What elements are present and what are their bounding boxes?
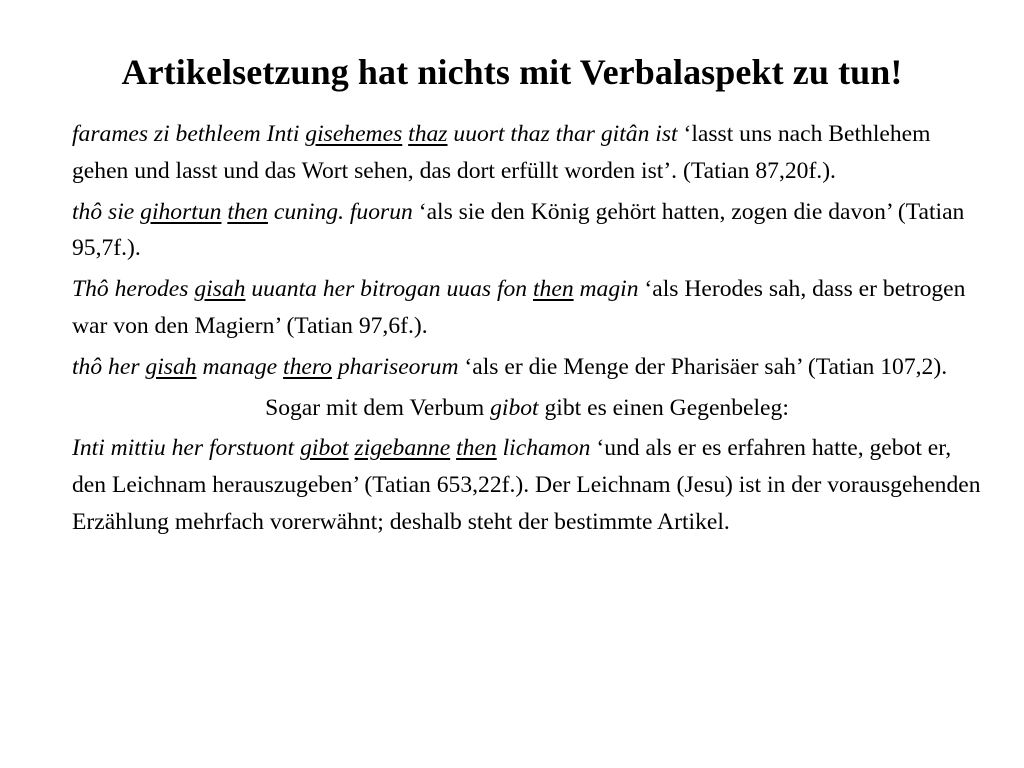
underlined-ohg-word: zigebanne: [354, 435, 451, 462]
ohg-text: cuning. fuorun: [267, 198, 413, 225]
slide-title: Artikelsetzung hat nichts mit Verbalaspekt zu tun!: [121, 52, 903, 92]
underlined-ohg-word: gisah: [194, 276, 246, 303]
example-paragraph: [72, 194, 982, 268]
translation-text: ‘lasst uns nach Bethlehem gehen und lasst und das Wort sehen, das dort erfüllt worden ist’. (Tatian 87,20f.).: [72, 121, 931, 184]
ohg-text: thô her: [72, 353, 146, 380]
ohg-text: uuort thaz thar gitân ist: [447, 121, 678, 147]
underlined-ohg-word: gihortun: [140, 198, 222, 225]
ohg-text: uuanta her bitrogan uuas fon: [245, 276, 533, 303]
underlined-ohg-word: then: [227, 198, 268, 225]
underlined-ohg-word: then: [456, 435, 497, 462]
example-paragraph: [72, 271, 982, 345]
example-paragraph: [72, 116, 982, 190]
ohg-text: magin: [573, 276, 639, 303]
ohg-text: phariseorum: [331, 353, 459, 380]
ohg-text: manage: [196, 353, 284, 380]
example-paragraph: [72, 349, 982, 386]
ohg-text: Thô herodes: [72, 276, 195, 303]
slide-body: [72, 116, 982, 545]
translation-text: ‘und als er es erfahren hatte, gebot er, den Leichnam herauszugeben’ (Tatian 653,22f.). Der Leichnam (Jesu) ist in der vorausgehenden Erzählung mehrfach vorerwähnt; deshalb steht der bestimmte Artikel.: [72, 435, 981, 535]
centered-paragraph: [72, 390, 982, 427]
translation-text: ‘als Herodes sah, dass er betrogen war von den Magiern’ (Tatian 97,6f.).: [72, 276, 966, 339]
ohg-text: Inti mittiu her forstuont: [72, 435, 301, 462]
ohg-text: lichamon: [496, 435, 591, 462]
underlined-ohg-word: then: [533, 276, 574, 303]
ohg-text: thô sie: [72, 198, 141, 225]
example-paragraph: [72, 430, 982, 540]
ohg-text: gibot: [490, 394, 539, 421]
translation-text: gibt es einen Gegenbeleg:: [538, 394, 789, 421]
underlined-ohg-word: gisehemes: [305, 121, 403, 147]
underlined-ohg-word: thaz: [408, 121, 448, 147]
underlined-ohg-word: thero: [283, 353, 332, 380]
translation-text: Sogar mit dem Verbum: [265, 394, 491, 421]
translation-text: ‘als sie den König gehört hatten, zogen die davon’ (Tatian 95,7f.).: [72, 198, 965, 262]
ohg-text: farames zi bethleem Inti: [72, 121, 306, 147]
underlined-ohg-word: gisah: [145, 353, 197, 380]
translation-text: ‘als er die Menge der Pharisäer sah’ (Tatian 107,2).: [458, 353, 948, 380]
underlined-ohg-word: gibot: [300, 435, 349, 462]
